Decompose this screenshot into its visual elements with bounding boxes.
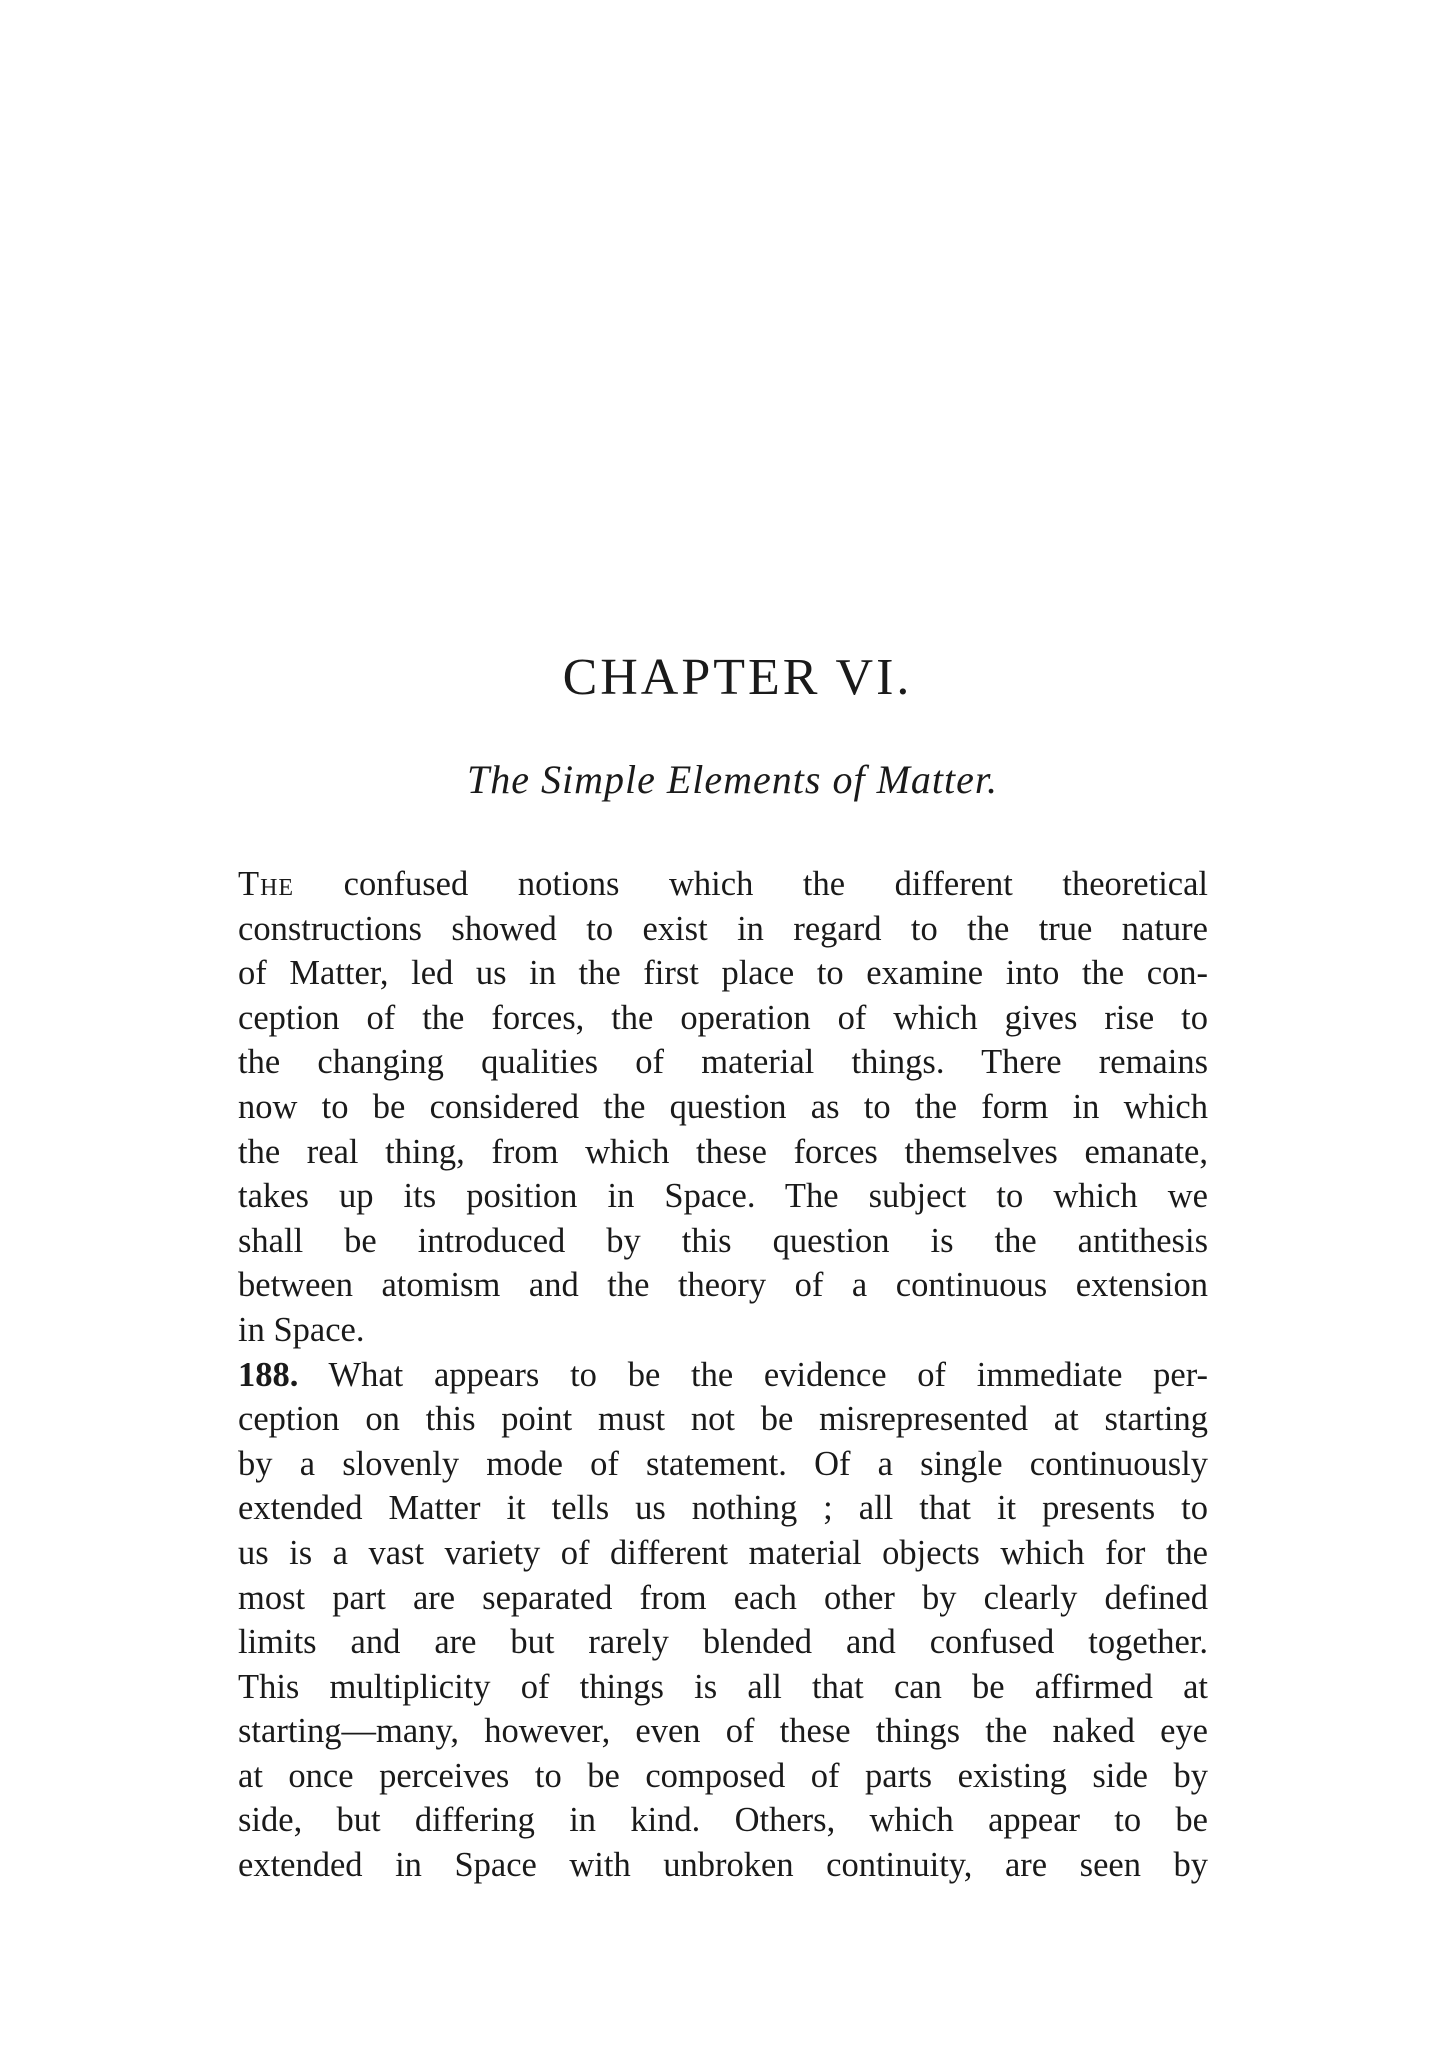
chapter-heading: CHAPTER VI.	[562, 649, 913, 706]
paragraph-2-line: most part are separated from each other by clearly defined	[238, 1578, 1208, 1617]
paragraph-1-line: shall be introduced by this question is the antithesis	[238, 1221, 1208, 1260]
paragraph-1-line: takes up its position in Space. The subject to which we	[238, 1177, 1208, 1216]
paragraph-1-line: now to be considered the question as to the form in which	[238, 1087, 1208, 1126]
paragraph-1-line: of Matter, led us in the first place to examine into the con-	[238, 954, 1208, 993]
paragraph-1-line: the changing qualities of material things. There remains	[238, 1043, 1208, 1082]
paragraph-2-line: starting—many, however, even of these things the naked eye	[238, 1712, 1208, 1751]
paragraph-1-line: constructions showed to exist in regard to the true nature	[238, 909, 1208, 948]
paragraph-2-line: ception on this point must not be misrepresented at starting	[238, 1400, 1208, 1439]
paragraph-1-line-text: confused notions which the different theoretical	[294, 865, 1208, 903]
paragraph-2-line: at once perceives to be composed of parts existing side by	[238, 1756, 1208, 1795]
body-text	[238, 862, 1208, 1888]
paragraph-1-line: between atomism and the theory of a continuous extension	[238, 1266, 1208, 1305]
paragraph-1-line: in Space.	[238, 1310, 365, 1349]
paragraph-1-line: the real thing, from which these forces themselves emanate,	[238, 1132, 1208, 1171]
paragraph-2-line: extended Matter it tells us nothing ; all that it presents to	[238, 1489, 1208, 1528]
paragraph-2-line: extended in Space with unbroken continuity, are seen by	[238, 1846, 1208, 1885]
paragraph-2-line-text: What appears to be the evidence of immediate per-	[298, 1355, 1208, 1394]
paragraph-1-lead-word: The	[238, 865, 295, 903]
paragraph-1-line	[238, 862, 1208, 907]
paragraph-2-line: limits and are but rarely blended and confused together.	[238, 1623, 1208, 1662]
paragraph-2-line: side, but differing in kind. Others, which appear to be	[238, 1801, 1208, 1840]
paragraph-2-line	[238, 1353, 1208, 1398]
paragraph-2-line: This multiplicity of things is all that can be affirmed at	[238, 1667, 1208, 1706]
paragraph-1-line: ception of the forces, the operation of which gives rise to	[238, 998, 1208, 1037]
chapter-subtitle: The Simple Elements of Matter.	[466, 757, 999, 802]
paragraph-2-line: us is a vast variety of different material objects which for the	[238, 1533, 1208, 1572]
paragraph-2-line: by a slovenly mode of statement. Of a single continuously	[238, 1444, 1208, 1483]
paragraph-number: 188.	[238, 1355, 299, 1394]
